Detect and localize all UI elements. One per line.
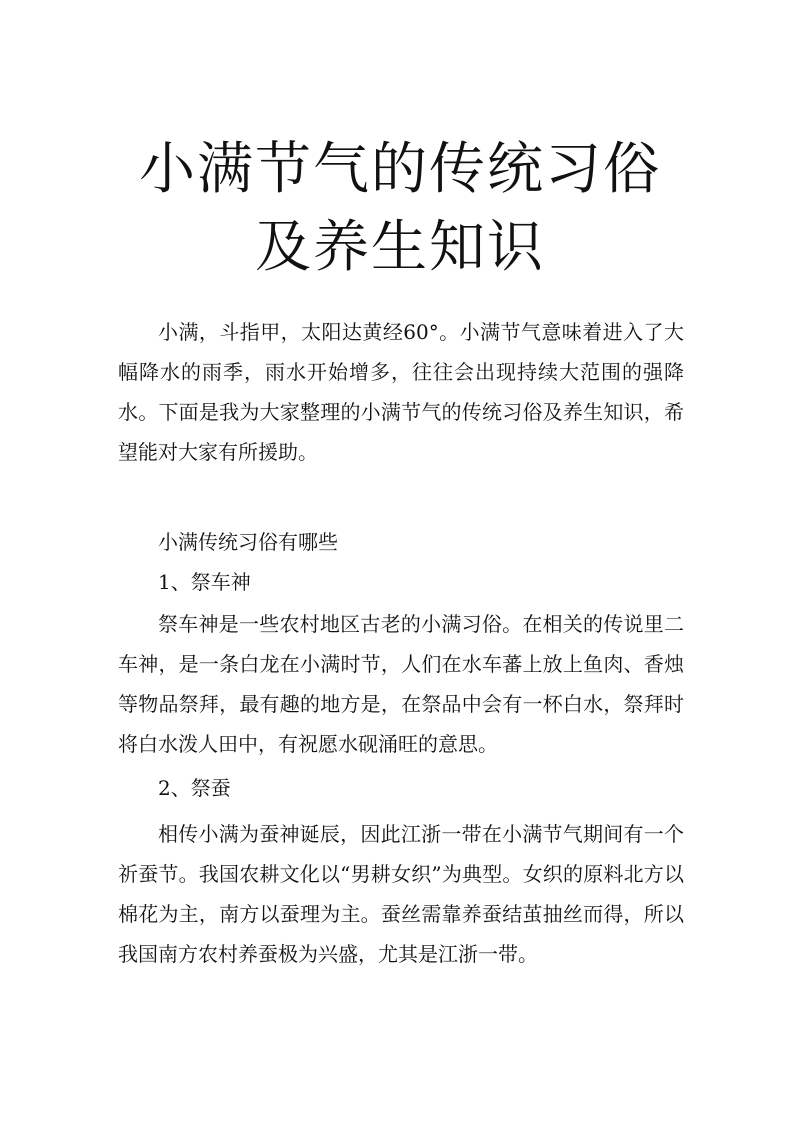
section-heading: 小满传统习俗有哪些: [158, 530, 338, 554]
item-1-heading: 1、祭车神: [158, 570, 251, 594]
item-2-heading: 2、祭蚕: [158, 776, 231, 800]
document-title-line-2: 及养生知识: [255, 215, 545, 280]
intro-paragraph: 小满，斗指甲，太阳达黄经60°。小满节气意味着进入了大幅降水的雨季，雨水开始增多，往往会出现持续大范围的强降水。下面是我为大家整理的小满节气的传统习俗及养生知识，希望能对大家有所援助。: [118, 320, 684, 464]
item-2-paragraph: 相传小满为蚕神诞辰，因此江浙一带在小满节气期间有一个祈蚕节。我国农耕文化以“男耕女织”为典型。女织的原料北方以棉花为主，南方以蚕理为主。蚕丝需靠养蚕结茧抽丝而得，所以我国南方农村养蚕极为兴盛，尤其是江浙一带。: [118, 822, 684, 966]
item-1-paragraph: 祭车神是一些农村地区古老的小满习俗。在相关的传说里二车神，是一条白龙在小满时节，人们在水车蕃上放上鱼肉、香烛等物品祭拜，最有趣的地方是，在祭品中会有一杯白水，祭拜时将白水泼人田中，有祝愿水砚涌旺的意思。: [118, 612, 684, 756]
document-title-line-1: 小满节气的传统习俗: [139, 137, 661, 202]
